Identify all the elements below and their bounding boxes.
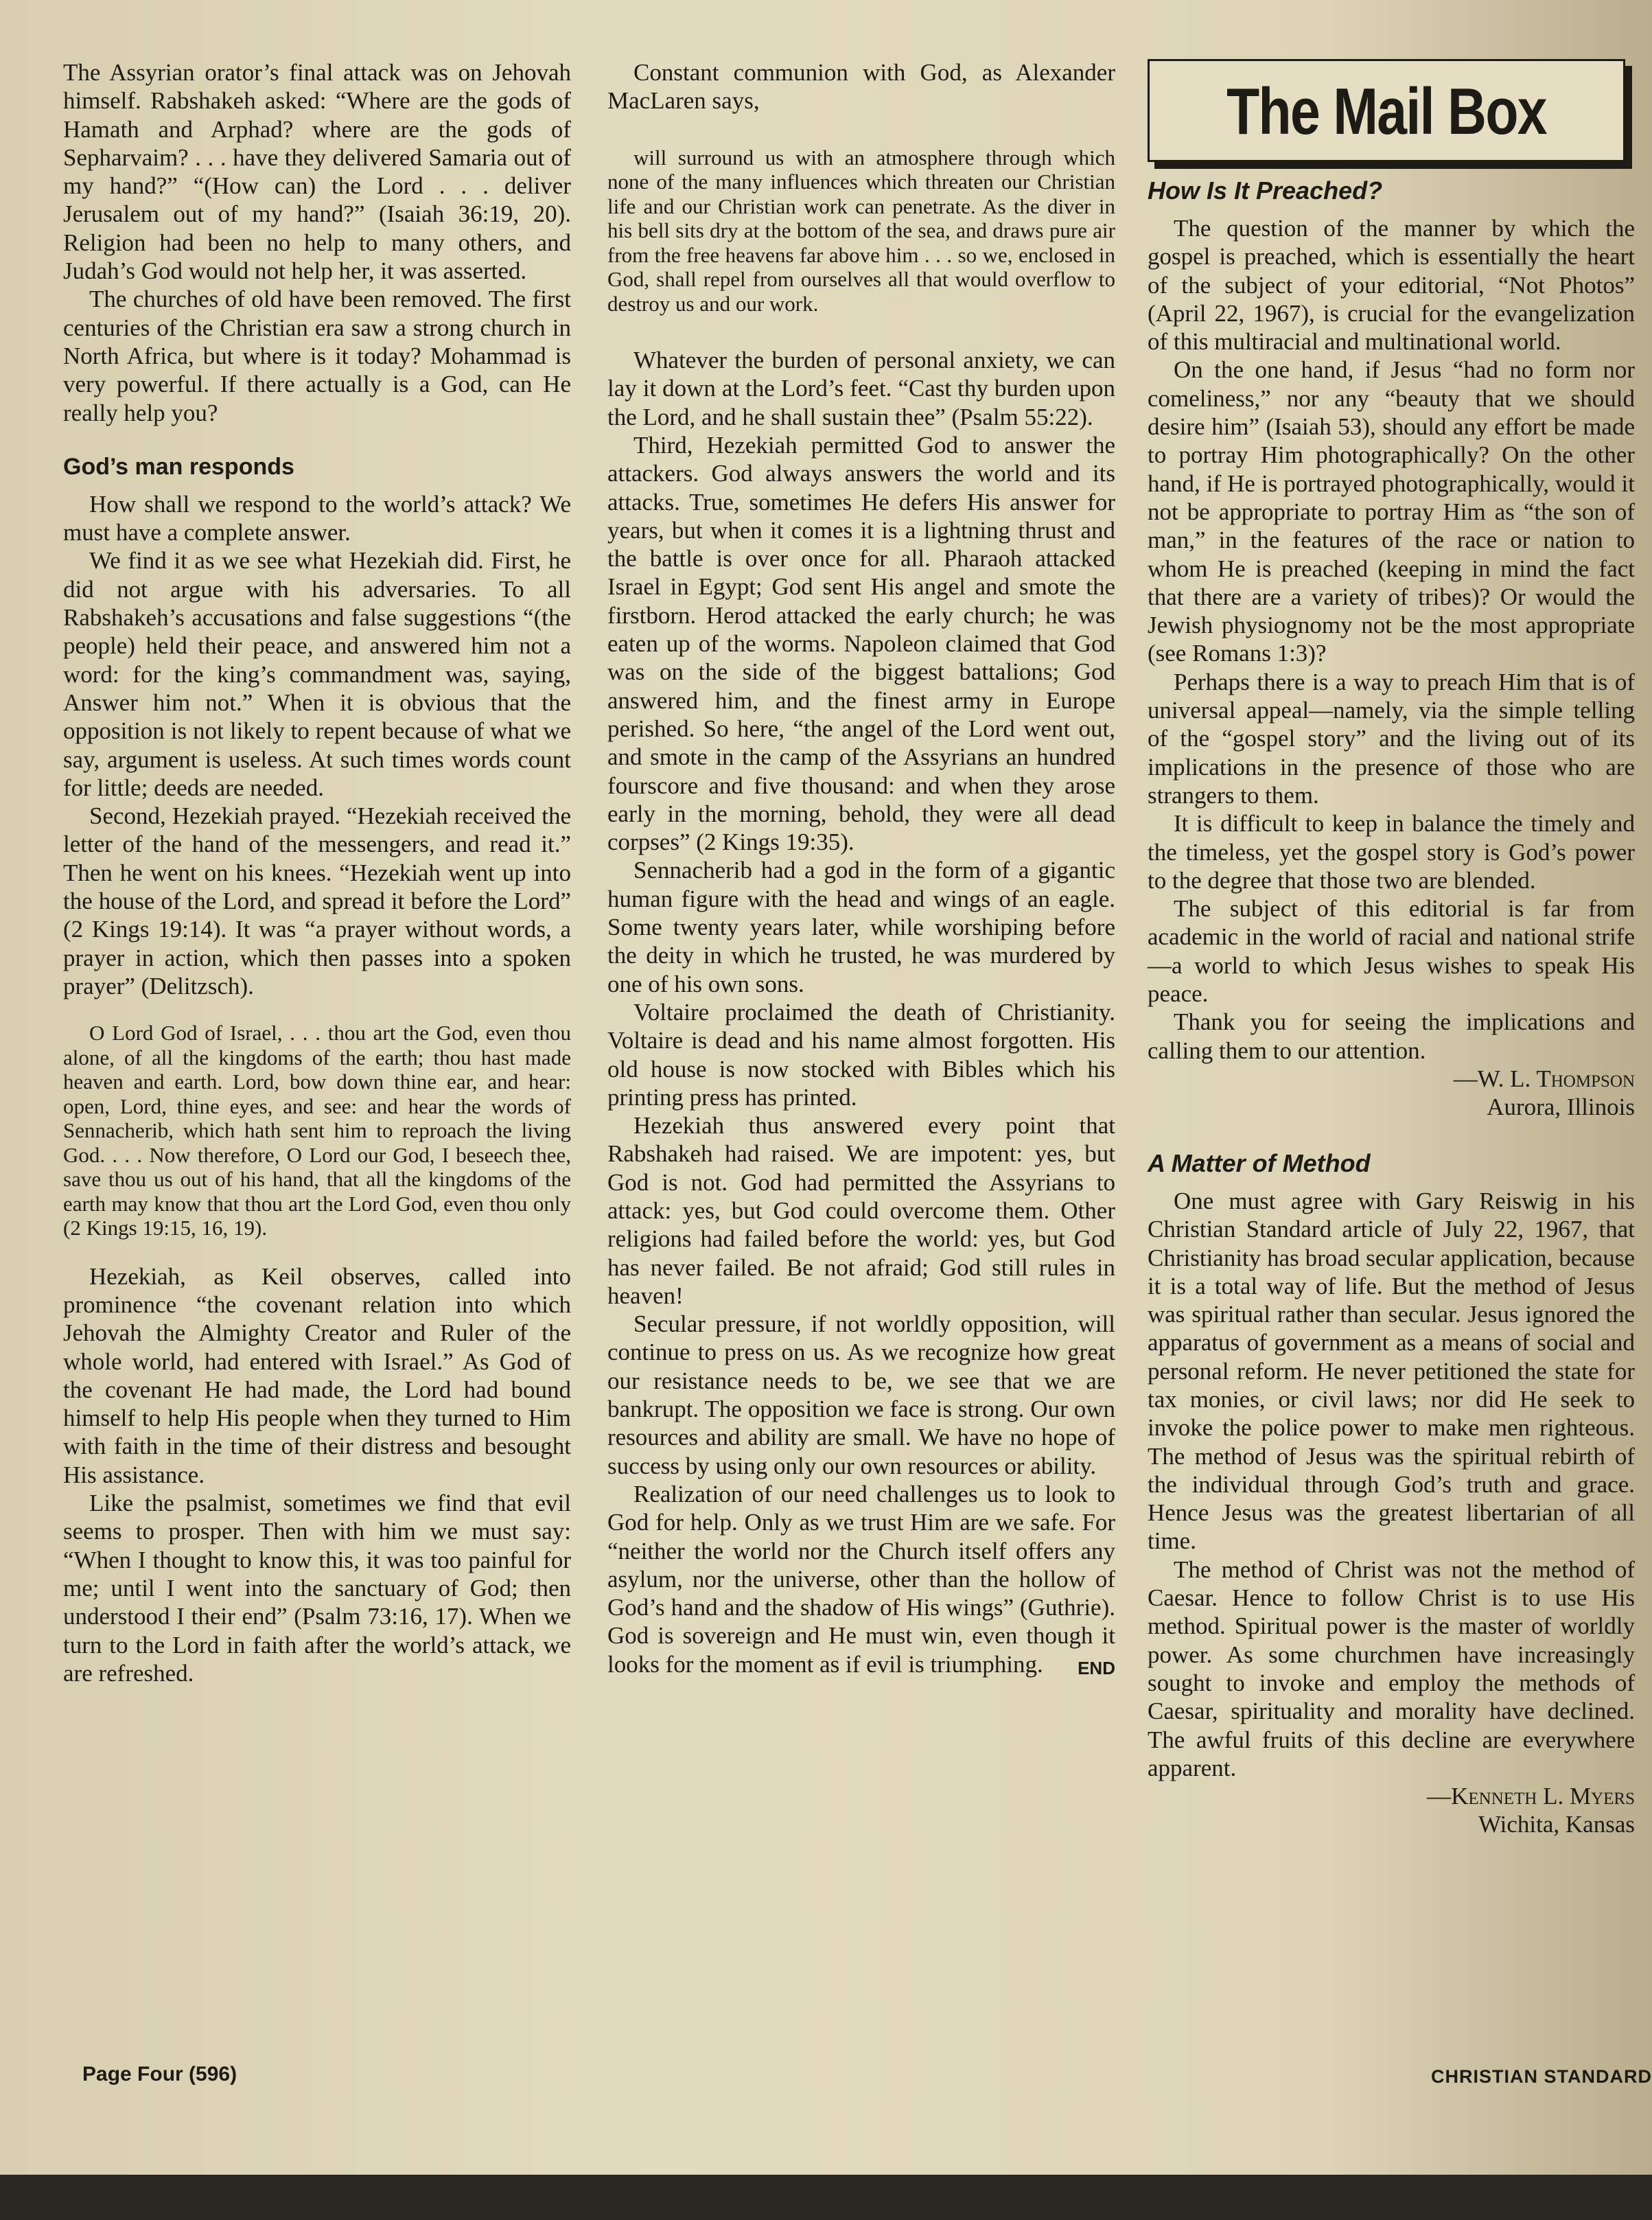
quote-text: O Lord God of Israel, . . . thou art the God, even thou alone, of all the kingdoms of the earth; thou hast made heaven and earth. Lord, bow down thine ear, and hear: open, Lord, thine eyes, and see: and hear the words of Sennacherib, which hath sent him to reproach the living God. . . . Now therefore, O Lord our God, I beseech thee, save thou us out of his hand, that all the kingdoms of the earth may know that thou art the Lord God, even thou only (2 Kings 19:15, 16, 19). xyxy=(63,1021,571,1240)
column-middle xyxy=(607,58,1115,1683)
letter-location: Wichita, Kansas xyxy=(1478,1811,1635,1838)
section-title: The Mail Box xyxy=(1226,75,1546,148)
paragraph: We find it as we see what Hezekiah did. First, he did not argue with his adversaries. To all Rabshakeh’s accusations and false suggestions “(the people) held their peace, and answered him not a word: for the king’s commandment was, saying, Answer him not.” When it is obvious that the opposition is not likely to repent because of what we say, argument is useless. At such times words count for little; deeds are needed. xyxy=(63,547,571,801)
letter-signature: —Kenneth L. Myers xyxy=(1427,1783,1635,1810)
quote-text: will surround us with an atmosphere through which none of the many influences which threaten our Christian life and our Christian work can penetrate. As the diver in his bell sits dry at the bottom of the sea, and draws pure air from the free heavens far above him . . . so we, enclosed in God, shall repel from ourselves all that would overflow to destroy us and our work. xyxy=(607,145,1115,316)
block-quote xyxy=(63,1021,571,1240)
column-right-letters xyxy=(1148,177,1635,1838)
paragraph xyxy=(607,1480,1115,1678)
paragraph: Sennacherib had a god in the form of a gigantic human figure with the head and wings of an eagle. Some twenty years later, while worshiping before the deity in which he trusted, he was murdered by one of his own sons. xyxy=(607,857,1115,997)
scan-edge xyxy=(0,2175,1652,2220)
paragraph: One must agree with Gary Reiswig in his Christian Standard article of July 22, 1967, that Christianity has broad secular application, because it is a total way of life. But the method of Jesus was spiritual rather than secular. Jesus ignored the apparatus of government as a means of social and personal reform. He never petitioned the state for tax monies, or civil laws; nor did He seek to invoke the police power to make men righteous. The method of Jesus was the spiritual rebirth of the individual through God’s truth and grace. Hence Jesus was the greatest libertarian of all time. xyxy=(1148,1187,1635,1555)
paragraph-text: Realization of our need challenges us to look to God for help. Only as we trust Him are we safe. For “neither the world nor the Church itself offers any asylum, nor the universe, other than the hollow of God’s hand and the shadow of His wings” (Guthrie). God is sovereign and He must win, even though it looks for the moment as if evil is triumphing. xyxy=(607,1480,1115,1678)
letter-heading: A Matter of Method xyxy=(1148,1148,1371,1177)
paragraph: Voltaire proclaimed the death of Christianity. Voltaire is dead and his name almost forgotten. His old house is now stocked with Bibles which his printing press has printed. xyxy=(607,998,1115,1111)
page-number: Page Four (596) xyxy=(82,2063,237,2085)
paragraph: On the one hand, if Jesus “had no form nor comeliness,” nor any “beauty that we should desire him” (Isaiah 53), should any effort be made to portray Him photographically? On the other hand, if He is portrayed photographically, would it not be appropriate to portray Him as “the son of man,” in the features of the race or nation to whom He is preached (keeping in mind the fact that there are a variety of tribes)? Or would the Jewish physiognomy not be the most appropriate (see Romans 1:3)? xyxy=(1148,356,1635,667)
letter-location: Aurora, Illinois xyxy=(1487,1093,1635,1120)
paragraph: Thank you for seeing the implications and calling them to our attention. xyxy=(1148,1008,1635,1064)
letter-signature: —W. L. Thompson xyxy=(1453,1065,1635,1092)
paragraph: Constant communion with God, as Alexander MacLaren says, xyxy=(607,59,1115,115)
letter-heading: How Is It Preached? xyxy=(1148,176,1383,205)
paragraph: Perhaps there is a way to preach Him that is of universal appeal—namely, via the simple telling of the “gospel story” and the living out of its implications in the presence of those who are strangers to them. xyxy=(1148,668,1635,809)
paragraph: Second, Hezekiah prayed. “Hezekiah received the letter of the hand of the messengers, and read it.” Then he went on his knees. “Hezekiah went up into the house of the Lord, and spread it before the Lord” (2 Kings 19:14). It was “a prayer without words, a prayer in action, which then passes into a spoken prayer” (Delitzsch). xyxy=(63,802,571,999)
paragraph: How shall we respond to the world’s attack? We must have a complete answer. xyxy=(63,490,571,546)
paragraph: Secular pressure, if not worldly opposition, will continue to press on us. As we recognize how great our resistance needs to be, we see that we are bankrupt. The opposition we face is strong. Our own resources and ability are small. We have no hope of success by using only our own resources or ability. xyxy=(607,1310,1115,1479)
publication-name: CHRISTIAN STANDARD xyxy=(1431,2066,1652,2087)
paragraph: The churches of old have been removed. The first centuries of the Christian era saw a strong church in North Africa, but where is it today? Mohammad is very powerful. If there actually is a God, can He really help you? xyxy=(63,286,571,426)
block-quote xyxy=(607,146,1115,316)
paragraph: Third, Hezekiah permitted God to answer the attackers. God always answers the world and its attacks. True, sometimes He defers His answer for years, but when it comes it is a lightning thrust and the battle is over once for all. Pharaoh attacked Israel in Egypt; God sent His angel and smote the firstborn. Herod attacked the early church; he was eaten up of the worms. Napoleon claimed that God was on the side of the biggest battalions; God answered him, and the finest army in Europe perished. So here, “the angel of the Lord went out, and smote in the camp of the Assyrians an hundred fourscore and five thousand: and when they arose early in the morning, behold, they were all dead corpses” (2 Kings 19:35). xyxy=(607,431,1115,856)
column-left xyxy=(63,58,571,1687)
paragraph: The question of the manner by which the gospel is preached, which is essentially the heart of the subject of your editorial, “Not Photos” (April 22, 1967), is crucial for the evangelization of this multiracial and multinational world. xyxy=(1148,215,1635,356)
paragraph: Like the psalmist, sometimes we find that evil seems to prosper. Then with him we must say: “When I thought to know this, it was too painful for me; until I went into the sanctuary of God; then understood I their end” (Psalm 73:16, 17). When we turn to the Lord in faith after the world’s attack, we are refreshed. xyxy=(63,1490,571,1687)
paragraph: The method of Christ was not the method of Caesar. Hence to follow Christ is to use His method. Spiritual power is the master of worldly power. As some churchmen have increasingly sought to invoke and employ the methods of Caesar, spirituality and morality have declined. The awful fruits of this decline are everywhere apparent. xyxy=(1148,1556,1635,1781)
paragraph: The subject of this editorial is far from academic in the world of racial and national strife—a world to which Jesus wishes to speak His peace. xyxy=(1148,895,1635,1008)
paragraph: The Assyrian orator’s final attack was on Jehovah himself. Rabshakeh asked: “Where are the gods of Hamath and Arphad? where are the gods of Sepharvaim? . . . have they delivered Samaria out of my hand?” “(How can) the Lord . . . deliver Jerusalem out of my hand?” (Isaiah 36:19, 20). Religion had been no help to many others, and Judah’s God would not help her, it was asserted. xyxy=(63,59,571,285)
paragraph: Whatever the burden of personal anxiety, we can lay it down at the Lord’s feet. “Cast thy burden upon the Lord, and he shall sustain thee” (Psalm 55:22). xyxy=(607,347,1115,430)
paragraph: Hezekiah thus answered every point that Rabshakeh had raised. We are impotent: yes, but God is not. God had permitted the Assyrians to attack: yes, but God could overcome them. Other religions had failed before the world: yes, but God has never failed. Be not afraid; God still rules in heaven! xyxy=(607,1112,1115,1309)
paragraph: It is difficult to keep in balance the timely and the timeless, yet the gospel story is God’s power to the degree that those two are blended. xyxy=(1148,810,1635,894)
paragraph: Hezekiah, as Keil observes, called into prominence “the covenant relation into which Jehovah the Almighty Creator and Ruler of the whole world, had entered with Israel.” As God of the covenant He had made, the Lord had bound himself to help His people when they turned to Him with faith in the time of their distress and besought His assistance. xyxy=(63,1262,571,1488)
section-heading: God’s man responds xyxy=(63,453,294,480)
end-mark: END xyxy=(1078,1657,1115,1678)
mailbox-title-box xyxy=(1148,59,1625,162)
